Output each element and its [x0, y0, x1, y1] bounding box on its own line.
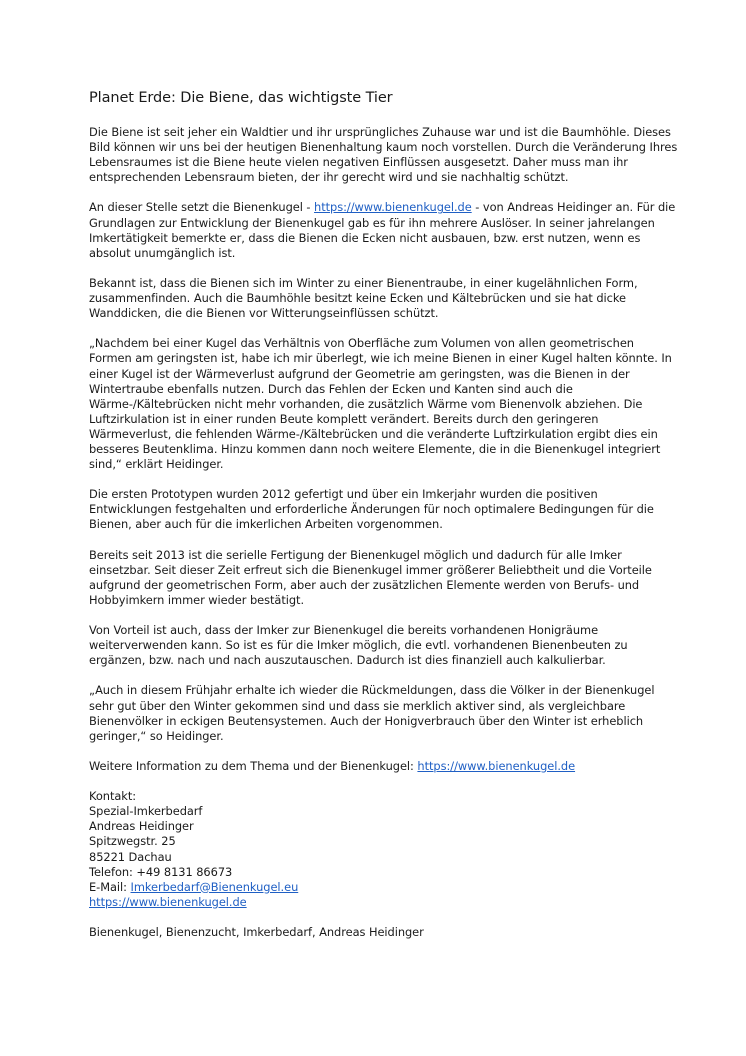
- paragraph-1: Die Biene ist seit jeher ein Waldtier und ihr ursprüngliches Zuhause war und ist die Baumhöhle. Dieses Bild können wir uns bei der heutigen Bienenhaltung kaum noch vorstellen. Durch die Veränderung Ihres Lebensraumes ist die Biene heute vielen negativen Einflüssen ausgesetzt. Daher muss man ihr entsprechenden Lebensraum bieten, der ihr gerecht wird und sie nachhaltig schützt.: [89, 125, 678, 185]
- contact-website-link[interactable]: https://www.bienenkugel.de: [89, 894, 247, 909]
- document-title: Planet Erde: Die Biene, das wichtigste Tier: [89, 90, 393, 106]
- paragraph-7: Von Vorteil ist auch, dass der Imker zur Bienenkugel die bereits vorhandenen Honigräume weiterverwenden kann. So ist es für die Imker möglich, die evtl. vorhandenen Bienenbeuten zu ergänzen, bzw. nach und nach auszutauschen. Dadurch ist dies finanziell auch kalkulierbar.: [89, 623, 628, 668]
- contact-label: Kontakt:: [89, 789, 137, 804]
- bienenkugel-link[interactable]: https://www.bienenkugel.de: [314, 200, 472, 215]
- paragraph-6: Bereits seit 2013 ist die serielle Fertigung der Bienenkugel möglich und dadurch für alle Imker einsetzbar. Seit dieser Zeit erfreut sich die Bienenkugel immer größerer Beliebtheit und die Vorteile aufgrund der geometrischen Form, aber auch der zusätzlichen Elemente werden von Berufs- und Hobbyimkern immer wieder bestätigt.: [89, 547, 652, 607]
- contact-street: Spitzwegstr. 25: [89, 834, 176, 849]
- paragraph-8-quote: „Auch in diesem Frühjahr erhalte ich wieder die Rückmeldungen, dass die Völker in der Bienenkugel sehr gut über den Winter gekommen sind und dass sie merklich aktiver sind, als vergleichbare Bienenvölker in eckigen Beutensystemen. Auch der Honigverbrauch über den Winter ist erheblich geringer,“ so Heidinger.: [89, 683, 655, 743]
- contact-company: Spezial-Imkerbedarf: [89, 804, 203, 819]
- contact-name: Andreas Heidinger: [89, 819, 194, 834]
- contact-website-line: [89, 895, 679, 910]
- contact-block: [89, 789, 679, 910]
- contact-email-label: E-Mail:: [89, 879, 131, 894]
- contact-city: 85221 Dachau: [89, 849, 172, 864]
- keywords: Bienenkugel, Bienenzucht, Imkerbedarf, Andreas Heidinger: [89, 924, 424, 939]
- more-info-link[interactable]: https://www.bienenkugel.de: [417, 758, 576, 773]
- paragraph-2: [89, 200, 679, 260]
- paragraph-2-text-after: - von Andreas Heidinger an. Für die Grundlagen zur Entwicklung der Bienenkugel gab es für ihn mehrere Auslöser. In seiner jahrelangen Imkertätigkeit bemerkte er, dass die Bienen die Ecken nicht ausbauen, bzw. erst nutzen, wenn es absolut unumgänglich ist.: [89, 200, 676, 260]
- paragraph-4-quote: „Nachdem bei einer Kugel das Verhältnis von Oberfläche zum Volumen von allen geometrischen Formen am geringsten ist, habe ich mir überlegt, wie ich meine Bienen in einer Kugel halten könnte. In einer Kugel ist der Wärmeverlust aufgrund der Geometrie am geringsten, was die Bienen in der Wintertraube ebenfalls nutzen. Durch das Fehlen der Ecken und Kanten sind auch die Wärme-/Kältebrücken nicht mehr vorhanden, die zusätzlich Wärme vom Bienenvolk abziehen. Die Luftzirkulation ist in einer runden Beute komplett verändert. Bereits durch den geringeren Wärmeverlust, die fehlenden Wärme-/Kältebrücken und die veränderte Luftzirkulation ergibt dies ein besseres Beutenklima. Hinzu kommen dann noch weitere Elemente, die in die Bienenkugel integriert sind,“ erklärt Heidinger.: [89, 336, 672, 472]
- paragraph-9-text: Weitere Information zu dem Thema und der Bienenkugel:: [89, 758, 418, 773]
- paragraph-9: [89, 759, 679, 774]
- contact-email-line: [89, 880, 679, 895]
- paragraph-5: Die ersten Prototypen wurden 2012 gefertigt und über ein Imkerjahr wurden die positiven Entwicklungen festgehalten und erforderliche Änderungen für noch optimalere Bedingungen für die Bienen, aber auch für die imkerlichen Arbeiten vorgenommen.: [89, 487, 654, 532]
- paragraph-2-text-before: An dieser Stelle setzt die Bienenkugel -: [89, 200, 315, 215]
- contact-email-link[interactable]: Imkerbedarf@Bienenkugel.eu: [130, 879, 299, 894]
- document-body: [89, 90, 679, 955]
- contact-phone: Telefon: +49 8131 86673: [89, 864, 233, 879]
- paragraph-3: Bekannt ist, dass die Bienen sich im Winter zu einer Bienentraube, in einer kugelähnlichen Form, zusammenfinden. Auch die Baumhöhle besitzt keine Ecken und Kältebrücken und sie hat dicke Wanddicken, die die Bienen vor Witterungseinflüssen schützt.: [89, 275, 638, 321]
